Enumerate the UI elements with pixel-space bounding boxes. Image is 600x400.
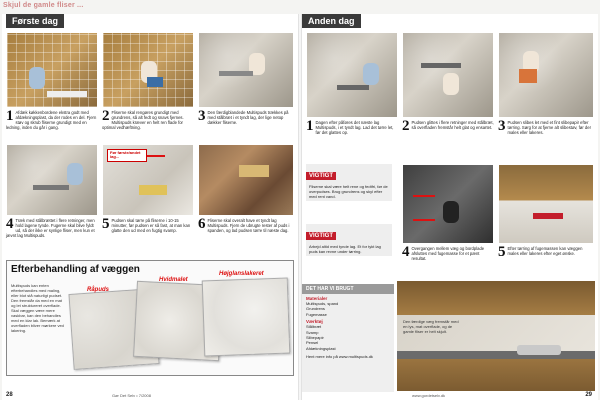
section-head-second-day: Anden dag <box>302 14 361 28</box>
materials-head: DET HAR VI BRUGT <box>302 284 394 294</box>
day2-step-3-caption <box>498 120 594 135</box>
red-arrow <box>147 155 165 157</box>
sink-shape <box>517 345 561 355</box>
list-item: Stålbræt <box>306 324 322 330</box>
materials-box <box>302 284 394 392</box>
brush-shape <box>139 185 167 195</box>
step-6-text: Fliserne skal overalt have et tyndt lag Multispuds. Fjern de ubrugte rester af puds i spanden, og lad pudsen tørre til næste dag. <box>207 218 290 234</box>
day2-step-3-text: Pudsen slibes let med et fint slibepapir efter tørring. Sørg for at fjerne alt slibestøv, før der males eller lakeres. <box>507 120 591 136</box>
right-footer: www.gordetselv.dk <box>412 393 446 398</box>
day2-step-2-number: 2 <box>402 118 410 134</box>
hand-shape <box>67 163 83 185</box>
warning-body-2: Arbejd altid med tynde lag. Et for tykt lag puds kan revne under tørring. <box>309 244 381 254</box>
cabinet-shape <box>397 281 596 315</box>
brush-shape <box>239 165 269 177</box>
step-6-number: 6 <box>198 216 206 232</box>
caulk-gun-shape <box>533 213 563 219</box>
step-3-number: 3 <box>198 108 206 124</box>
step-3-caption <box>198 110 294 125</box>
label-raw: Råpuds <box>87 287 110 293</box>
step-6-caption <box>198 218 294 233</box>
day2-step-5-photo <box>498 164 594 244</box>
section-head-first-day: Første dag <box>6 14 64 28</box>
trowel-shape <box>421 63 461 68</box>
step-1-photo <box>6 32 98 108</box>
day2-step-2-caption <box>402 120 494 133</box>
trowel-shape <box>337 85 369 90</box>
left-footer: Gør Det Selv • 7/2008 <box>112 393 151 398</box>
step-1-caption <box>6 110 98 130</box>
day2-step-5-number: 5 <box>498 244 506 260</box>
spread-header-title: Skjul de gamle fliser ... <box>3 2 84 9</box>
warning-body-1: Fliserne skal være helt rene og fedtfri, før de overpudses. Brug grundrens og skyl efter med rent vand. <box>309 184 388 199</box>
list-item: Slibepapir <box>306 334 324 340</box>
day2-step-5-caption <box>498 246 594 259</box>
day2-step-2-photo <box>402 32 494 118</box>
step-5-number: 5 <box>102 216 110 232</box>
step-5-caption <box>102 218 194 233</box>
materials-sub-2: Værktøj <box>306 319 323 325</box>
counter-shape <box>397 351 596 359</box>
finishing-text: Multispuds kan enten efterbehandles med maling, eller blot stå naturligt pudset. Den fremstår da med en mat og let struktureret overflade. Skal væggen være mere vaskbar, kan den behandles med en klar lak. Bemærk at overfladen bliver mørkere ved lakering. <box>11 283 64 333</box>
list-item: Afdækningsplast <box>306 345 336 351</box>
day2-step-3-number: 3 <box>498 118 506 134</box>
step-2-text: Fliserne skal rengøres grundigt med grundrens, så alt fedt og snavs fjernes. Multispuds kræver en helt ren flade for optimal vedhæftning. <box>102 110 184 131</box>
day2-step-1-photo <box>306 32 398 118</box>
day2-step-4-photo <box>402 164 494 244</box>
sandpaper-shape <box>519 69 537 83</box>
step-4-photo <box>6 144 98 216</box>
trowel-shape <box>219 71 253 76</box>
day2-step-4-caption <box>402 246 494 261</box>
left-page <box>2 14 298 400</box>
list-item: Fugemasse <box>306 311 327 317</box>
finishing-box <box>6 260 294 376</box>
left-page-number: 28 <box>6 392 13 398</box>
step-1-text: Afdæk køkkenbordene ekstra godt med afdækningsplast, da der rodes en del. Fjern støv og skrub fliserne grundigt med en ledning, inden du går i gang. <box>6 110 97 131</box>
step-6-photo <box>198 144 294 216</box>
glove-shape <box>443 201 459 223</box>
day2-step-1-caption <box>306 120 398 135</box>
materials-list-1 <box>302 301 394 317</box>
step-2-photo <box>102 32 194 108</box>
list-item: Multispuds, spand <box>306 301 339 306</box>
step-1-number: 1 <box>6 108 14 124</box>
step-5-photo <box>102 144 194 216</box>
finished-kitchen-photo <box>396 280 596 392</box>
right-page-number: 29 <box>585 392 592 398</box>
finishing-title: Efterbehandling af væggen <box>11 264 140 275</box>
step-2-number: 2 <box>102 108 110 124</box>
materials-sub-1: Materialer <box>306 296 328 301</box>
day2-step-1-text: Dagen efter påføres det næste lag Multispuds, i et tyndt lag. Lad det tørre let, før det glattes op. <box>315 120 394 136</box>
right-page <box>302 14 598 400</box>
label-gloss: Højglanslakeret <box>219 271 264 277</box>
step-3-text: Den færdigblandede Multispuds trækkes på med stålbræt i et tyndt lag, der lige netop dækker fliserne. <box>207 110 289 126</box>
step-4-text: Træk med stålbrættet i flere retninger, men hold lagene tynde. Fugerne skal blive fyldt ud, så der ikke er synlige fliser, men kun et jævnt lag Multispuds. <box>6 218 95 239</box>
day2-step-1-number: 1 <box>306 118 314 134</box>
step-4-caption <box>6 218 98 238</box>
step-2-caption <box>102 110 194 130</box>
materials-footer: Hent mere info på www.multispuds.dk <box>306 354 373 360</box>
hand-shape <box>363 63 379 85</box>
day2-step-4-number: 4 <box>402 244 410 260</box>
callout-label: Før første/andet lag... <box>107 149 147 162</box>
list-item: Pensel <box>306 340 319 346</box>
materials-list-2 <box>302 324 394 351</box>
step-3-photo <box>198 32 294 108</box>
warning-box-1 <box>306 164 392 201</box>
red-arrow <box>413 195 435 197</box>
tool-shape <box>47 91 87 97</box>
warning-head-1: VIGTIGT <box>306 172 336 180</box>
warning-head-2: VIGTIGT <box>306 232 336 240</box>
warning-box-2 <box>306 224 392 256</box>
sponge-shape <box>147 77 163 87</box>
trowel-shape <box>33 185 69 190</box>
red-arrow <box>413 219 435 221</box>
hand-shape <box>29 67 45 89</box>
list-item: Svamp <box>306 329 319 335</box>
day2-step-4-text: Overgangen mellem væg og bordplade afsluttes med fugemasse for et pænt resultat. <box>411 246 485 262</box>
step-5-text: Pudsen skal tørre på fliserne i 10-15 minutter, før pudsen er så fast, at man kan glatte den ud med en fugtig svamp. <box>111 218 191 234</box>
finished-caption: Den færdige væg fremstår med en lys, mat overflade, og de gamle fliser er helt skjult. <box>403 319 459 334</box>
step-4-number: 4 <box>6 216 14 232</box>
day2-step-3-photo <box>498 32 594 118</box>
sample-gloss <box>202 278 291 357</box>
lower-cabinet-shape <box>397 359 596 392</box>
day2-step-2-text: Pudsen glittes i flere retninger med stålbræt, så overfladen fremstår helt glat og ensartet. <box>411 120 494 131</box>
day2-step-5-text: Efter tørring af fugemassen kan væggen males eller lakeres efter eget ønske. <box>507 246 583 257</box>
hand-shape <box>443 73 459 95</box>
list-item: Grundrens <box>306 306 325 312</box>
label-white: Hvidmalet <box>159 277 188 283</box>
